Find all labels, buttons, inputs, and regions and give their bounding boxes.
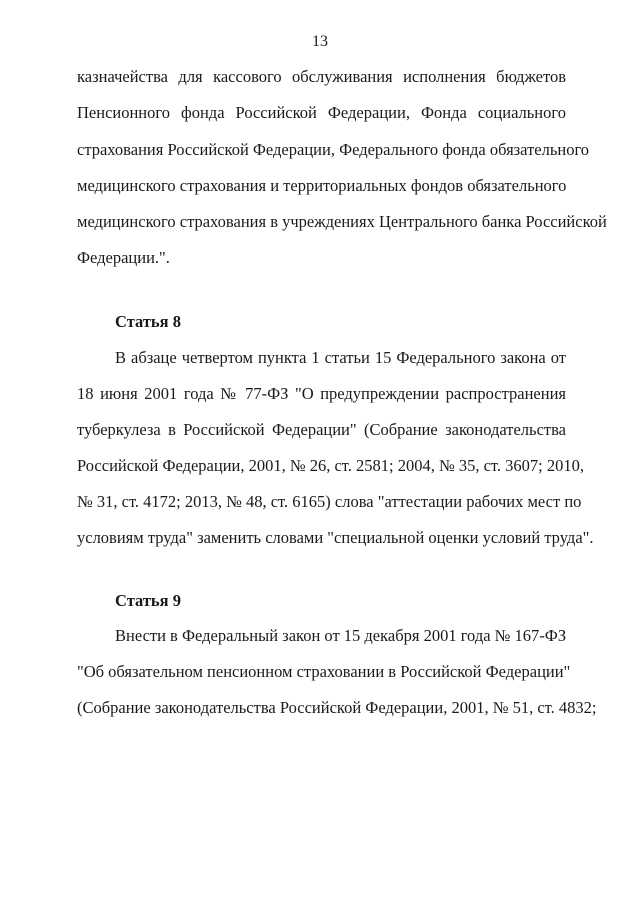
article-9-line: (Собрание законодательства Российской Федерации, 2001, № 51, ст. 4832; bbox=[77, 698, 597, 717]
article-8-line: В абзаце четвертом пункта 1 статьи 15 Федерального закона от bbox=[115, 348, 566, 367]
article-8-line: условиям труда" заменить словами "специальной оценки условий труда". bbox=[77, 528, 594, 547]
article-8-heading: Статья 8 bbox=[115, 312, 181, 331]
text-line: Федерации.". bbox=[77, 248, 170, 267]
text-line: Пенсионного фонда Российской Федерации, Фонда социального bbox=[77, 103, 566, 122]
article-8-line: 18 июня 2001 года № 77-ФЗ "О предупреждении распространения bbox=[77, 384, 566, 403]
article-9-heading: Статья 9 bbox=[115, 591, 181, 610]
article-8-line: Российской Федерации, 2001, № 26, ст. 2581; 2004, № 35, ст. 3607; 2010, bbox=[77, 456, 584, 475]
page-number: 13 bbox=[312, 33, 328, 50]
article-9-line: "Об обязательном пенсионном страховании в Российской Федерации" bbox=[77, 662, 571, 681]
text-line: казначейства для кассового обслуживания исполнения бюджетов bbox=[77, 67, 566, 86]
article-8-line: № 31, ст. 4172; 2013, № 48, ст. 6165) слова "аттестации рабочих мест по bbox=[77, 492, 582, 511]
text-line: страхования Российской Федерации, Федерального фонда обязательного bbox=[77, 140, 590, 159]
text-line: медицинского страхования и территориальных фондов обязательного bbox=[77, 176, 567, 195]
article-9-line: Внести в Федеральный закон от 15 декабря 2001 года № 167-ФЗ bbox=[115, 626, 567, 645]
article-8-line: туберкулеза в Российской Федерации" (Собрание законодательства bbox=[77, 420, 566, 439]
text-line: медицинского страхования в учреждениях Центрального банка Российской bbox=[77, 212, 607, 231]
